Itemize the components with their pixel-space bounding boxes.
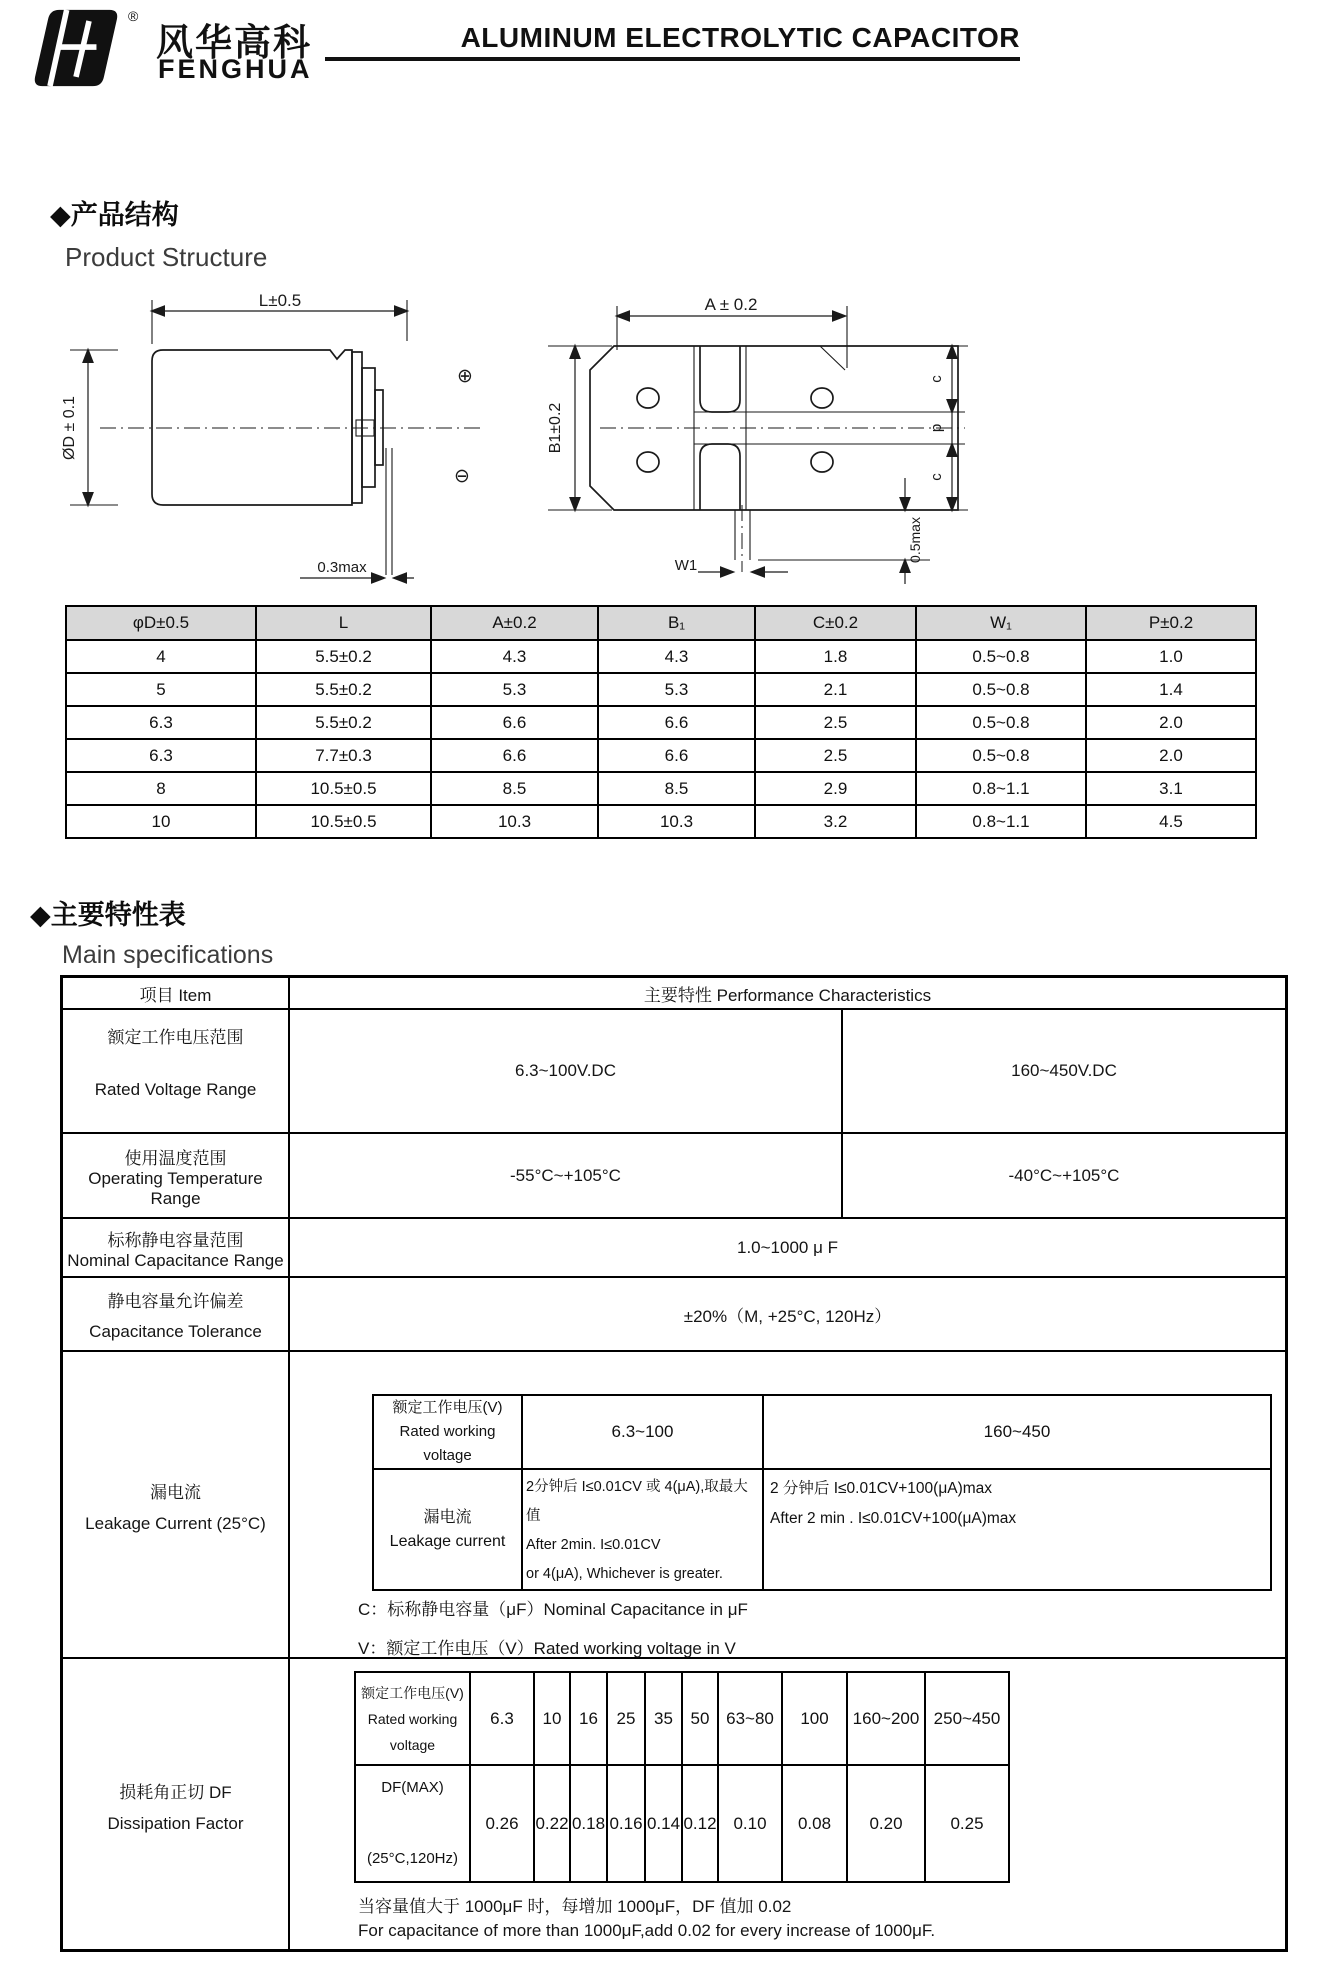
dim-label-w1: W1 (674, 557, 698, 574)
df-note-en: For capacitance of more than 1000μF,add 0.02 for every increase of 1000μF. (358, 1921, 936, 1940)
cell: 6.3 (66, 739, 256, 772)
cell: 10.3 (598, 805, 755, 838)
label-cn: 漏电流 (150, 1483, 201, 1502)
cell: 10.5±0.5 (256, 805, 431, 838)
section-heading-main-specs-cn: ◆主要特性表 (30, 900, 186, 930)
leakage-inner-table (372, 1394, 1272, 1591)
cell: 5.3 (431, 673, 598, 706)
cell: 2.9 (755, 772, 916, 805)
note-capacitance-definition: C：标称静电容量（μF）Nominal Capacitance in μF (358, 1600, 748, 1619)
table-row (373, 1395, 1271, 1469)
cell: 0.5~0.8 (916, 673, 1086, 706)
dim-label-l: L±0.5 (258, 291, 302, 310)
label-en: DF(MAX) (381, 1779, 444, 1796)
cell: 6.3 (66, 706, 256, 739)
df-value: 0.12 (682, 1765, 718, 1882)
spec-row-rated-voltage (63, 1010, 1285, 1134)
leakage-low-line1: 2分钟后 I≤0.01CV 或 4(μA),取最大值 (526, 1479, 748, 1524)
df-voltage: 100 (782, 1672, 847, 1765)
dim-label-p: p (928, 423, 945, 433)
df-voltage: 50 (682, 1672, 718, 1765)
table-row (373, 1469, 1271, 1590)
df-voltage: 25 (607, 1672, 645, 1765)
label-cn: 损耗角正切 DF (119, 1782, 232, 1802)
label-en: Rated working (367, 1710, 458, 1727)
cell: 5.5±0.2 (256, 706, 431, 739)
cell: 1.4 (1086, 673, 1256, 706)
col-header: W₁ (916, 606, 1086, 640)
cell: 3.2 (755, 805, 916, 838)
cell: 1.0 (1086, 640, 1256, 673)
value-temp-low: -55°C~+105°C (290, 1134, 843, 1217)
spec-row-capacitance-range (63, 1219, 1285, 1278)
cell: 2.1 (755, 673, 916, 706)
cell: 0.5~0.8 (916, 640, 1086, 673)
value-temp-high: -40°C~+105°C (1008, 1165, 1120, 1185)
label-cn: 使用温度范围 (124, 1149, 227, 1168)
dim-label-03max: 0.3max (317, 559, 367, 576)
cell: 3.1 (1086, 772, 1256, 805)
label-en: (25°C,120Hz) (366, 1850, 459, 1867)
dimension-table-header-row (66, 606, 1256, 640)
df-value: 0.26 (470, 1765, 534, 1882)
registered-mark: ® (128, 8, 139, 24)
spec-header-item: 项目 Item (63, 978, 290, 1008)
spec-header-row (63, 978, 1285, 1010)
df-note-cn: 当容量值大于 1000μF 时，每增加 1000μF，DF 值加 0.02 (358, 1897, 792, 1916)
cell: 8.5 (598, 772, 755, 805)
df-voltage: 6.3 (470, 1672, 534, 1765)
cell: 2.5 (755, 706, 916, 739)
value-capacitance-range: 1.0~1000 μ F (736, 1237, 838, 1257)
label-cn: 额定工作电压(V) (361, 1684, 464, 1701)
section-heading-product-structure-cn: ◆产品结构 (50, 200, 179, 230)
col-header: A±0.2 (431, 606, 598, 640)
cell: 2.0 (1086, 706, 1256, 739)
df-max-label (355, 1765, 470, 1882)
cell: 0.8~1.1 (916, 805, 1086, 838)
df-value: 0.20 (847, 1765, 925, 1882)
col-header: L (256, 606, 431, 640)
col-header: P±0.2 (1086, 606, 1256, 640)
cell: 5.5±0.2 (256, 640, 431, 673)
document-title: ALUMINUM ELECTROLYTIC CAPACITOR (460, 22, 1020, 53)
leakage-low-line2: After 2min. I≤0.01CV (526, 1537, 661, 1553)
brand-name-cn: 风华高科 (156, 22, 312, 63)
table-row (66, 805, 1256, 838)
df-inner-table (354, 1671, 1010, 1883)
dim-label-c-top: c (928, 375, 945, 383)
cell: 0.5~0.8 (916, 739, 1086, 772)
dim-label-a: A ± 0.2 (704, 295, 758, 314)
cell: 5 (66, 673, 256, 706)
label-cn: 漏电流 (423, 1508, 472, 1526)
df-value: 0.08 (782, 1765, 847, 1882)
inner-header-voltage (355, 1672, 470, 1765)
cell: 6.6 (598, 739, 755, 772)
df-value: 0.14 (645, 1765, 682, 1882)
col-header: C±0.2 (755, 606, 916, 640)
df-voltage: 35 (645, 1672, 682, 1765)
spec-row-tolerance (63, 1278, 1285, 1352)
cell: 2.0 (1086, 739, 1256, 772)
label-en: Dissipation Factor (107, 1813, 244, 1833)
dim-label-b1: B1±0.2 (547, 402, 564, 454)
table-row (66, 739, 1256, 772)
cell: 0.8~1.1 (916, 772, 1086, 805)
cell: 8.5 (431, 772, 598, 805)
spec-row-leakage (63, 1352, 1285, 1659)
cell: 8 (66, 772, 256, 805)
table-row (355, 1672, 1009, 1765)
leakage-content (290, 1352, 1285, 1657)
bottom-view-drawing (547, 295, 968, 584)
df-content (290, 1659, 1285, 1949)
inner-col-low: 6.3~100 (522, 1395, 763, 1469)
value-voltage-high: 160~450V.DC (1011, 1061, 1117, 1080)
df-voltage: 16 (570, 1672, 607, 1765)
section-heading-product-structure-en: Product Structure (65, 242, 268, 272)
col-header: φD±0.5 (66, 606, 256, 640)
label-cn: 静电容量允许偏差 (107, 1292, 244, 1311)
label-en: Rated working voltage (399, 1423, 496, 1464)
main-specifications-table (60, 975, 1288, 1952)
table-row (66, 772, 1256, 805)
title-underline (325, 57, 1020, 61)
table-row (355, 1765, 1009, 1882)
leakage-spec-low (522, 1469, 763, 1590)
polarity-minus-icon: ⊖ (454, 466, 470, 487)
dim-label-diameter: ØD ± 0.1 (61, 396, 78, 460)
label-en: Nominal Capacitance Range (67, 1251, 284, 1270)
cell: 6.6 (431, 739, 598, 772)
table-row (66, 706, 1256, 739)
product-structure-drawing (40, 290, 1020, 585)
cell: 10.5±0.5 (256, 772, 431, 805)
label-cn: 额定工作电压(V) (392, 1399, 503, 1416)
inner-row-label (373, 1469, 522, 1590)
cell: 4.5 (1086, 805, 1256, 838)
spec-row-temperature (63, 1134, 1285, 1219)
cell: 4.3 (598, 640, 755, 673)
table-row (66, 640, 1256, 673)
cell: 7.7±0.3 (256, 739, 431, 772)
df-value: 0.16 (607, 1765, 645, 1882)
inner-col-high: 160~450 (763, 1395, 1271, 1469)
df-voltage: 250~450 (925, 1672, 1009, 1765)
section-heading-main-specs-en: Main specifications (62, 941, 274, 969)
cell: 10.3 (431, 805, 598, 838)
dim-label-c-bottom: c (928, 473, 945, 481)
cell: 2.5 (755, 739, 916, 772)
value-tolerance: ±20%（M, +25°C, 120Hz） (683, 1306, 892, 1326)
dimension-table (65, 605, 1257, 839)
cell: 6.6 (598, 706, 755, 739)
brand-name-en: FENGHUA (158, 54, 313, 84)
inner-header-voltage (373, 1395, 522, 1469)
cell: 1.8 (755, 640, 916, 673)
cell: 5.3 (598, 673, 755, 706)
cell: 5.5±0.2 (256, 673, 431, 706)
label-cn: 标称静电容量范围 (107, 1231, 244, 1250)
fenghua-logo-mark (28, 8, 124, 88)
label-en: voltage (389, 1736, 436, 1753)
df-value: 0.25 (925, 1765, 1009, 1882)
label-cn: 额定工作电压范围 (107, 1028, 244, 1047)
note-voltage-definition: V：额定工作电压（V）Rated working voltage in V (358, 1639, 736, 1658)
label-en: Leakage Current (25°C) (85, 1514, 266, 1533)
label-en: Leakage current (389, 1532, 506, 1550)
df-voltage: 160~200 (847, 1672, 925, 1765)
dim-label-05max: 0.5max (907, 517, 923, 563)
table-row (66, 673, 1256, 706)
side-view-drawing (61, 291, 480, 578)
col-header: B₁ (598, 606, 755, 640)
leakage-high-line2: After 2 min . I≤0.01CV+100(μA)max (770, 1510, 1017, 1527)
leakage-spec-high (763, 1469, 1271, 1590)
df-value: 0.18 (570, 1765, 607, 1882)
df-value: 0.22 (534, 1765, 570, 1882)
leakage-low-line3: or 4(μA), Whichever is greater. (526, 1566, 723, 1582)
label-en: Rated Voltage Range (94, 1080, 257, 1099)
polarity-plus-icon: ⊕ (457, 366, 473, 387)
cell: 10 (66, 805, 256, 838)
leakage-high-line1: 2 分钟后 I≤0.01CV+100(μA)max (770, 1480, 993, 1497)
spec-row-df (63, 1659, 1285, 1949)
spec-header-performance: 主要特性 Performance Characteristics (643, 985, 932, 1005)
df-voltage: 10 (534, 1672, 570, 1765)
df-value: 0.10 (718, 1765, 782, 1882)
cell: 4.3 (431, 640, 598, 673)
cell: 4 (66, 640, 256, 673)
df-voltage: 63~80 (718, 1672, 782, 1765)
label-en: Operating Temperature Range (88, 1169, 263, 1208)
label-en: Capacitance Tolerance (89, 1322, 262, 1341)
cell: 0.5~0.8 (916, 706, 1086, 739)
value-voltage-low: 6.3~100V.DC (290, 1010, 843, 1132)
cell: 6.6 (431, 706, 598, 739)
